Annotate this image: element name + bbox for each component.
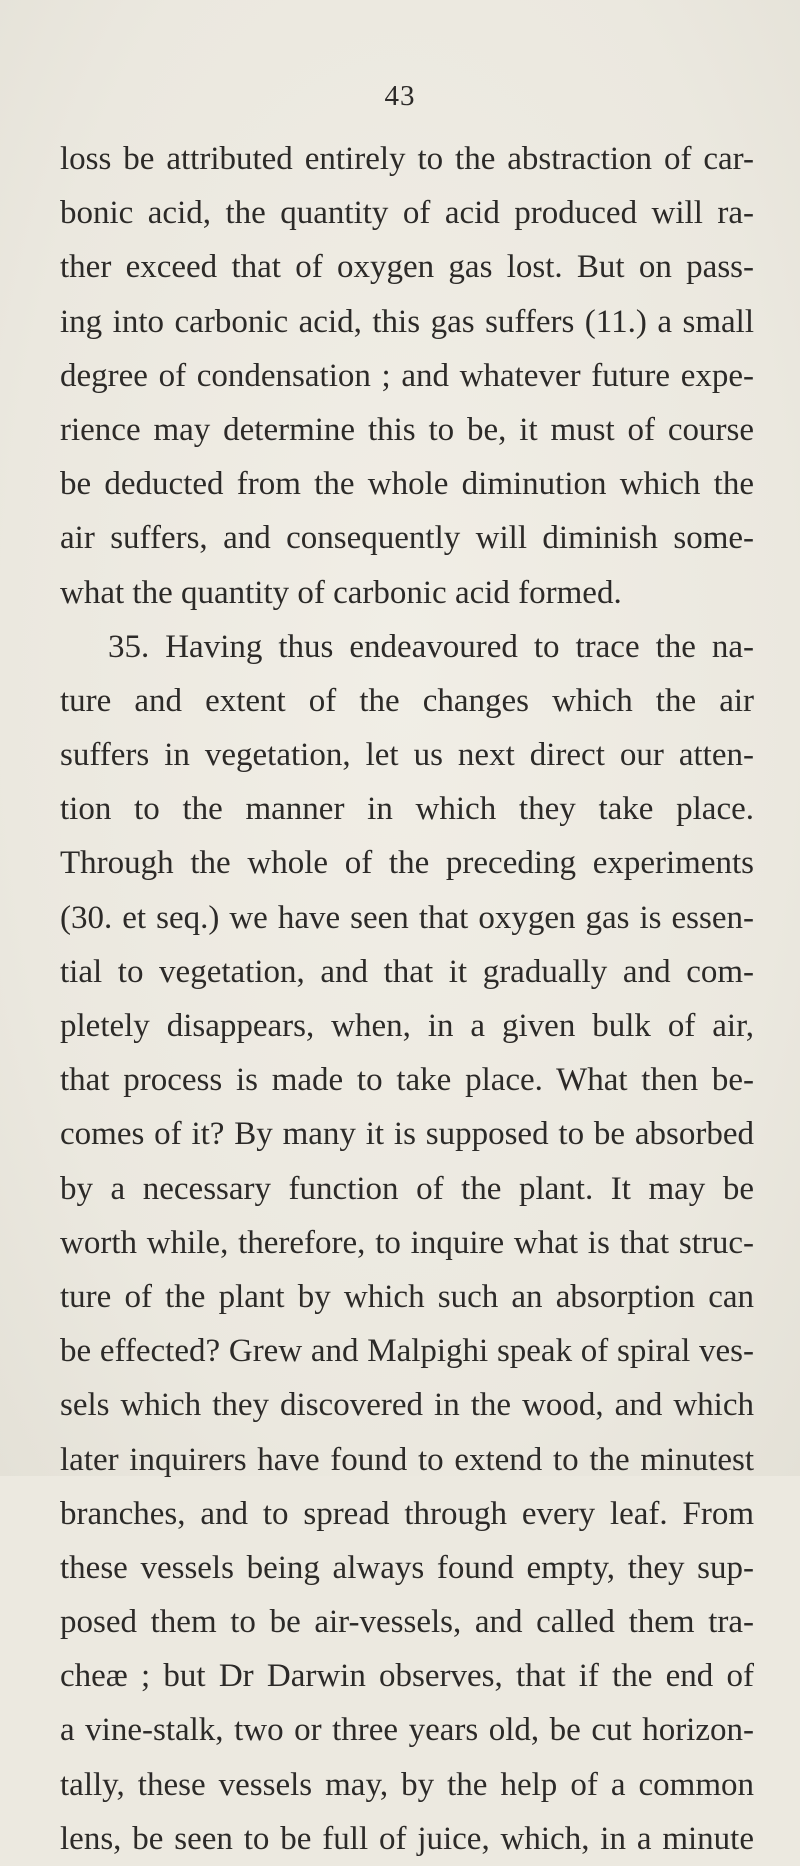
- text-line: pletely disappears, when, in a given bulk of air,: [60, 1008, 754, 1044]
- text-line: by a necessary function of the plant. It may be: [60, 1170, 754, 1207]
- text-line: be effected? Grew and Malpighi speak of spiral ves-: [60, 1333, 754, 1370]
- text-line: (30. et seq.) we have seen that oxygen gas is essen-: [60, 899, 754, 936]
- text-line: branches, and to spread through every leaf. From: [60, 1495, 754, 1532]
- body-text: [60, 132, 754, 1866]
- text-line: Through the whole of the preceding experiments: [60, 845, 754, 882]
- text-line: sels which they discovered in the wood, and which: [60, 1387, 754, 1424]
- text-line: posed them to be air-vessels, and called them tra-: [60, 1604, 754, 1641]
- text-line: rience may determine this to be, it must of course: [60, 411, 754, 448]
- text-line: that process is made to take place. What then be-: [60, 1062, 754, 1099]
- text-line: ture of the plant by which such an absorption can: [60, 1278, 754, 1315]
- text-line: tion to the manner in which they take place.: [60, 791, 754, 828]
- text-line: 35. Having thus endeavoured to trace the na-: [108, 628, 754, 665]
- text-line: suffers in vegetation, let us next direct our atten-: [60, 737, 754, 774]
- text-line: comes of it? By many it is supposed to be absorbed: [60, 1116, 754, 1153]
- text-line: lens, be seen to be full of juice, which, in a minute: [60, 1820, 754, 1857]
- text-line: bonic acid, the quantity of acid produced will ra-: [60, 195, 754, 232]
- text-line: air suffers, and consequently will diminish some-: [60, 520, 754, 557]
- text-line: cheæ ; but Dr Darwin observes, that if the end of: [60, 1658, 754, 1695]
- text-line: a vine-stalk, two or three years old, be cut horizon-: [60, 1712, 754, 1749]
- text-line: loss be attributed entirely to the abstraction of car-: [60, 141, 754, 177]
- page-number: 43: [384, 80, 416, 112]
- text-line: tial to vegetation, and that it gradually and com-: [60, 953, 754, 990]
- text-line: ture and extent of the changes which the air: [60, 682, 754, 719]
- text-line: tally, these vessels may, by the help of a common: [60, 1766, 754, 1803]
- text-line: degree of condensation ; and whatever future expe-: [60, 357, 754, 394]
- text-line: these vessels being always found empty, they sup-: [60, 1549, 754, 1586]
- text-line: ing into carbonic acid, this gas suffers (11.) a small: [60, 303, 754, 340]
- text-line: later inquirers have found to extend to the minutest: [60, 1441, 754, 1478]
- text-line: what the quantity of carbonic acid formed.: [60, 574, 622, 611]
- text-line: ther exceed that of oxygen gas lost. But on pass-: [60, 249, 754, 286]
- text-line: be deducted from the whole diminution which the: [60, 466, 754, 503]
- text-line: worth while, therefore, to inquire what is that struc-: [60, 1224, 754, 1261]
